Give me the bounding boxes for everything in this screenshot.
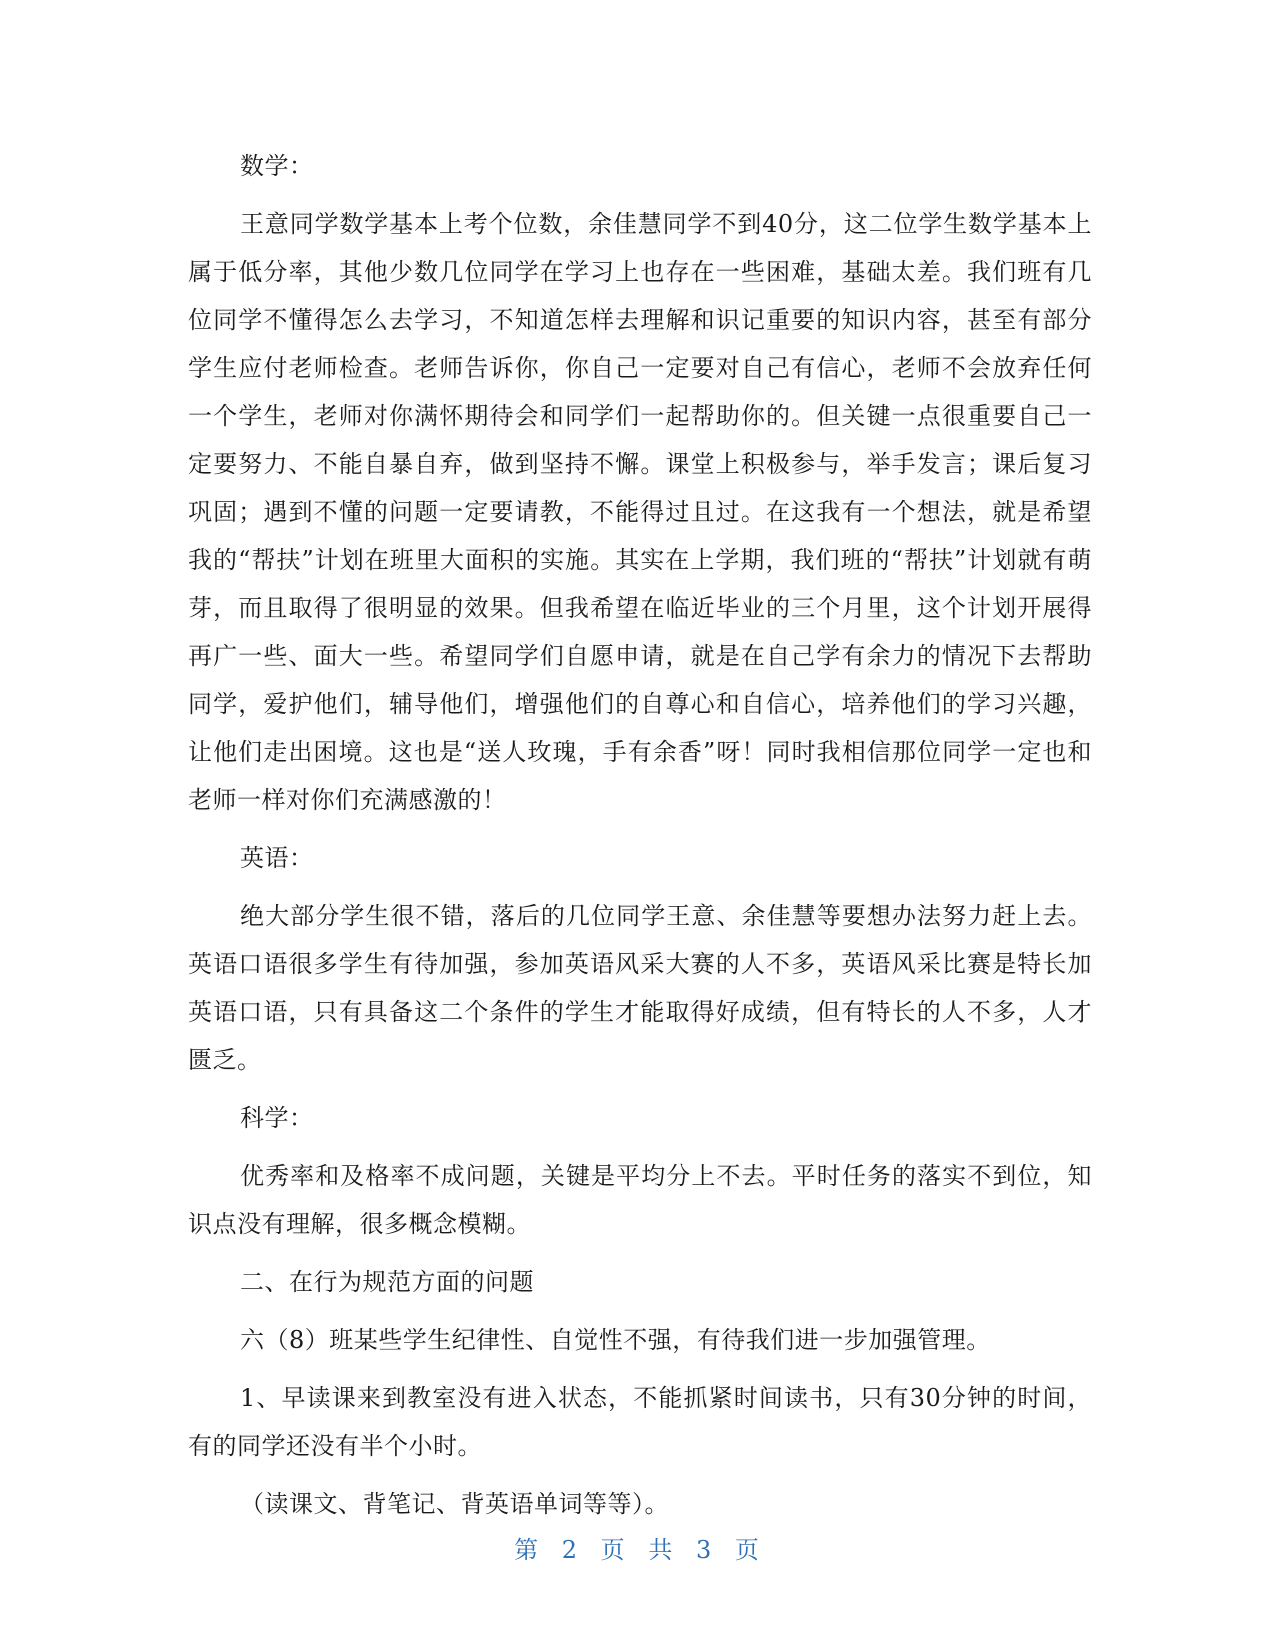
section-heading-behavior: 二、在行为规范方面的问题 [240, 1268, 534, 1296]
document-body [188, 142, 1092, 1538]
footer-current-page: 2 [561, 1536, 580, 1564]
paragraph-reading-examples: （读课文、背笔记、背英语单词等等）。 [240, 1490, 669, 1518]
paragraph-english: 绝大部分学生很不错，落后的几位同学王意、余佳慧等要想办法努力赶上去。英语口语很多学生有待加强，参加英语风采大赛的人不多，英语风采比赛是特长加英语口语，只有具备这二个条件的学生才能取得好成绩，但有特长的人不多，人才匮乏。 [188, 902, 1092, 1074]
footer-prefix: 第 [514, 1536, 541, 1564]
footer-total-pages: 3 [695, 1536, 714, 1564]
paragraph-class-discipline: 六（8）班某些学生纪律性、自觉性不强，有待我们进一步加强管理。 [240, 1326, 991, 1354]
footer-total-label: 共 [648, 1536, 675, 1564]
footer-page-unit: 页 [600, 1536, 627, 1564]
list-item-morning-reading: 1、早读课来到教室没有进入状态，不能抓紧时间读书，只有30分钟的时间，有的同学还没有半个小时。 [188, 1384, 1092, 1460]
paragraph-math: 王意同学数学基本上考个位数，余佳慧同学不到40分，这二位学生数学基本上属于低分率，其他少数几位同学在学习上也存在一些困难，基础太差。我们班有几位同学不懂得怎么去学习，不知道怎样去理解和识记重要的知识内容，甚至有部分学生应付老师检查。老师告诉你，你自己一定要对自己有信心，老师不会放弃任何一个学生，老师对你满怀期待会和同学们一起帮助你的。但关键一点很重要自己一定要努力、不能自暴自弃，做到坚持不懈。课堂上积极参与，举手发言；课后复习巩固；遇到不懂的问题一定要请教，不能得过且过。在这我有一个想法，就是希望我的“帮扶”计划在班里大面积的实施。其实在上学期，我们班的“帮扶”计划就有萌芽，而且取得了很明显的效果。但我希望在临近毕业的三个月里，这个计划开展得再广一些、面大一些。希望同学们自愿申请，就是在自己学有余力的情况下去帮助同学，爱护他们，辅导他们，增强他们的自尊心和自信心，培养他们的学习兴趣，让他们走出困境。这也是“送人玫瑰，手有余香”呀！同时我相信那位同学一定也和老师一样对你们充满感激的！ [188, 210, 1092, 814]
heading-math: 数学： [240, 152, 314, 180]
paragraph-science: 优秀率和及格率不成问题，关键是平均分上不去。平时任务的落实不到位，知识点没有理解，很多概念模糊。 [188, 1162, 1092, 1238]
footer-total-unit: 页 [734, 1536, 761, 1564]
page-footer [0, 1530, 1275, 1565]
heading-english: 英语： [240, 844, 314, 872]
heading-science: 科学： [240, 1104, 314, 1132]
